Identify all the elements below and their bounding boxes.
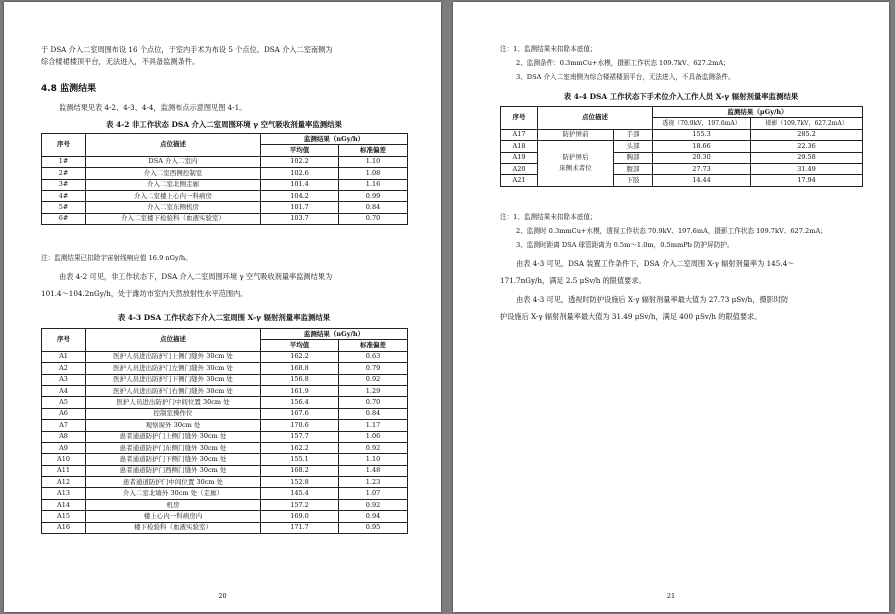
conclusion-line: 171.7nGy/h，满足 2.5 μSv/h 的限值要求。 (500, 276, 646, 285)
table-4-3 (41, 328, 408, 534)
table-row (42, 522, 408, 533)
cell-std: 0.92 (339, 374, 408, 385)
page-number: 21 (666, 592, 676, 600)
table-row (42, 374, 408, 385)
cell-photo: 285.2 (751, 129, 863, 140)
table-row (42, 179, 408, 190)
cell-no: 6# (42, 213, 86, 224)
col-header-desc: 点位描述 (86, 134, 261, 157)
cell-no: A7 (42, 420, 86, 431)
cell-avg: 157.7 (261, 431, 339, 442)
document-page-left (4, 2, 441, 612)
cell-desc: 医护人员进出防护门左侧门缝外 30cm 处 (86, 363, 261, 374)
col-header-result: 监测结果（nGy/h） (261, 134, 408, 145)
cell-photo: 22.36 (751, 141, 863, 152)
cell-no: A12 (42, 477, 86, 488)
paragraph-line: 综合楼裙楼顶平台，无法进入，不具备监测条件。 (41, 57, 200, 66)
cell-no: A2 (42, 363, 86, 374)
cell-desc: 患者通道防护门中间位置 30cm 处 (86, 477, 261, 488)
table-row (501, 129, 863, 140)
cell-no: A4 (42, 385, 86, 396)
col-header-no: 序号 (42, 134, 86, 157)
table-4-4-caption: 表 4-4 DSA 工作状态下手术位介入工作人员 X-γ 辐射剂量率监测结果 (563, 92, 799, 101)
col-header-no: 序号 (501, 107, 538, 130)
cell-desc: 介入二室西侧控制室 (86, 168, 261, 179)
cell-no: A18 (501, 141, 538, 152)
cell-no: A3 (42, 374, 86, 385)
col-header-std: 标准偏差 (339, 145, 408, 156)
cell-std: 0.63 (339, 351, 408, 362)
cell-avg: 168.8 (261, 363, 339, 374)
cell-no: A9 (42, 442, 86, 453)
section-heading: 4.8 监测结果 (41, 84, 97, 94)
cell-avg: 171.7 (261, 522, 339, 533)
table-row (42, 351, 408, 362)
table-row (42, 499, 408, 510)
document-page-right (453, 2, 889, 612)
cell-no: A15 (42, 511, 86, 522)
cell-avg: 103.7 (261, 213, 339, 224)
cell-no: A14 (42, 499, 86, 510)
cell-fluoro: 18.66 (653, 141, 751, 152)
cell-avg: 101.4 (261, 179, 339, 190)
cell-std: 1.07 (339, 488, 408, 499)
cell-desc: 介入二室北侧走廊 (86, 179, 261, 190)
cell-no: A13 (42, 488, 86, 499)
col-header-std: 标准偏差 (339, 340, 408, 351)
cell-std: 1.48 (339, 465, 408, 476)
cell-avg: 157.2 (261, 499, 339, 510)
cell-avg: 162.2 (261, 442, 339, 453)
cell-std: 0.70 (339, 397, 408, 408)
cell-std: 0.70 (339, 213, 408, 224)
cell-no: 4# (42, 190, 86, 201)
cell-desc: 患者通道防护门上侧门缝外 30cm 处 (86, 431, 261, 442)
cell-desc: 患者通道防护门西侧门缝外 30cm 处 (86, 465, 261, 476)
table-row (42, 385, 408, 396)
cell-std: 1.29 (339, 385, 408, 396)
result-paragraph-line: 101.4～104.2nGy/h，处于潍坊市室内天然放射性水平范围内。 (41, 289, 248, 298)
cell-part: 腹部 (614, 163, 653, 174)
cell-avg: 102.6 (261, 168, 339, 179)
cell-std: 0.79 (339, 363, 408, 374)
col-header-desc: 点位描述 (86, 329, 261, 352)
cell-desc: 介入二室北墙外 30cm 处（走廊） (86, 488, 261, 499)
cell-photo: 17.94 (751, 175, 863, 186)
cell-desc: 楼上心内一科病房内 (86, 511, 261, 522)
cell-desc: 观察窗外 30cm 处 (86, 420, 261, 431)
cell-photo: 29.58 (751, 152, 863, 163)
cell-no: A6 (42, 408, 86, 419)
table-row (42, 488, 408, 499)
conclusion-line: 由表 4-3 可见，透视时防护设施后 X-γ 辐射剂量率最大值为 27.73 μSv/h，摄影时防 (516, 295, 789, 304)
cell-no: A8 (42, 431, 86, 442)
cell-no: A19 (501, 152, 538, 163)
cell-avg: 104.2 (261, 190, 339, 201)
notes-line: 2、监测时 0.3mmCu+水模，透视工作状态 70.9kV、197.6mA，摄影工作状态 109.7kV、627.2mA； (516, 227, 827, 235)
cell-desc: DSA 介入二室内 (86, 156, 261, 167)
cell-std: 0.84 (339, 202, 408, 213)
cell-desc: 控制室操作位 (86, 408, 261, 419)
conclusion-line: 由表 4-3 可见，DSA 装置工作条件下，DSA 介入二室周围 X-γ 辐射剂量率为 145.4～ (516, 259, 795, 268)
cell-std: 1.06 (339, 431, 408, 442)
notes-line: 3、监测时距离 DSA 球管距离为 0.5m～1.0m，0.5mmPb 防护屏防护。 (516, 241, 734, 249)
cell-desc: 介入二室楼上心内一科病房 (86, 190, 261, 201)
cell-std: 1.10 (339, 156, 408, 167)
result-paragraph-line: 由表 4-2 可见，非工作状态下，DSA 介入二室周围环境 γ 空气吸收剂量率监测结果为 (59, 272, 333, 281)
cell-avg: 101.7 (261, 202, 339, 213)
cell-std: 1.10 (339, 454, 408, 465)
cell-fluoro: 27.73 (653, 163, 751, 174)
cell-no: A16 (42, 522, 86, 533)
cell-avg: 156.8 (261, 374, 339, 385)
intro-paragraph: 监测结果见表 4-2、4-3、4-4，监测布点示意图见图 4-1。 (59, 103, 247, 112)
col-header-no: 序号 (42, 329, 86, 352)
cell-avg: 169.0 (261, 511, 339, 522)
col-header-desc: 点位描述 (538, 107, 653, 130)
cell-desc: 医护人员进出防护门下侧门缝外 30cm 处 (86, 374, 261, 385)
col-header-result: 监测结果（μGy/h） (653, 107, 863, 118)
cell-fluoro: 155.3 (653, 129, 751, 140)
cell-fluoro: 14.44 (653, 175, 751, 186)
notes-line: 2、监测条件：0.3mmCu+水模，摄影工作状态 109.7kV、627.2mA； (516, 59, 730, 67)
cell-avg: 102.2 (261, 156, 339, 167)
cell-group: 防护屏前 (538, 129, 614, 140)
cell-fluoro: 20.30 (653, 152, 751, 163)
table-row (42, 156, 408, 167)
cell-avg: 161.9 (261, 385, 339, 396)
cell-no: 1# (42, 156, 86, 167)
table-row (42, 420, 408, 431)
col-header-avg: 平均值 (261, 340, 339, 351)
cell-part: 手部 (614, 129, 653, 140)
table-row (42, 511, 408, 522)
cell-desc: 患者通道防护门下侧门缝外 30cm 处 (86, 454, 261, 465)
cell-no: A5 (42, 397, 86, 408)
cell-photo: 31.49 (751, 163, 863, 174)
table-4-2-caption: 表 4-2 非工作状态 DSA 介入二室周围环境 γ 空气吸收剂量率监测结果 (106, 120, 342, 129)
table-row (42, 363, 408, 374)
table-4-3-caption: 表 4-3 DSA 工作状态下介入二室周围 X-γ 辐射剂量率监测结果 (117, 313, 331, 322)
table-row (42, 442, 408, 453)
table-4-4 (500, 106, 863, 187)
table-4-2 (41, 133, 408, 225)
cell-avg: 152.8 (261, 477, 339, 488)
cell-std: 1.17 (339, 420, 408, 431)
cell-avg: 145.4 (261, 488, 339, 499)
table-row (42, 431, 408, 442)
table-row (42, 168, 408, 179)
cell-part: 头部 (614, 141, 653, 152)
cell-part: 胸部 (614, 152, 653, 163)
table-row (42, 408, 408, 419)
cell-avg: 167.6 (261, 408, 339, 419)
cell-desc: 机房 (86, 499, 261, 510)
table-row (42, 213, 408, 224)
page-number: 20 (218, 592, 227, 600)
cell-no: 5# (42, 202, 86, 213)
cell-avg: 168.2 (261, 465, 339, 476)
cell-no: A20 (501, 163, 538, 174)
table-row (501, 141, 863, 152)
cell-std: 0.94 (339, 511, 408, 522)
cell-avg: 170.6 (261, 420, 339, 431)
cell-no: A17 (501, 129, 538, 140)
cell-no: A11 (42, 465, 86, 476)
cell-std: 0.99 (339, 190, 408, 201)
cell-part: 下肢 (614, 175, 653, 186)
cell-std: 0.92 (339, 442, 408, 453)
table-row (42, 190, 408, 201)
cell-no: A1 (42, 351, 86, 362)
col-header-result: 监测结果（nGy/h） (261, 329, 408, 340)
table-4-2-note: 注：监测结果已扣除宇宙射线响应值 16.9 nGy/h。 (41, 254, 192, 262)
table-row (42, 465, 408, 476)
notes-line: 3、DSA 介入二室南侧为综合楼裙楼顶平台，无法进入，不具备监测条件。 (516, 73, 735, 81)
paragraph-line: 于 DSA 介入二室周围布设 16 个点位，于室内手术为布设 5 个点位。DSA 介入二室南侧为 (41, 45, 333, 54)
cell-avg: 155.1 (261, 454, 339, 465)
table-row (42, 454, 408, 465)
cell-no: A21 (501, 175, 538, 186)
col-header-photo: 摄影（109.7kV，627.2mA） (751, 118, 863, 129)
cell-desc: 医护人员进出防护门上侧门缝外 30cm 处 (86, 351, 261, 362)
notes-line: 注：1、监测结果未扣除本底值； (500, 213, 597, 221)
cell-avg: 156.4 (261, 397, 339, 408)
cell-desc: 介入二室楼下检验科（血液实验室） (86, 213, 261, 224)
cell-std: 1.23 (339, 477, 408, 488)
cell-std: 1.08 (339, 168, 408, 179)
cell-avg: 162.2 (261, 351, 339, 362)
cell-group: 防护屏后 床侧术者位 (538, 141, 614, 187)
col-header-fluoro: 透视（70.9kV，197.6mA） (653, 118, 751, 129)
col-header-avg: 平均值 (261, 145, 339, 156)
cell-std: 0.95 (339, 522, 408, 533)
table-row (42, 202, 408, 213)
cell-no: 2# (42, 168, 86, 179)
cell-no: A10 (42, 454, 86, 465)
cell-desc: 介入二室东侧机房 (86, 202, 261, 213)
cell-desc: 患者通道防护门东侧门缝外 30cm 处 (86, 442, 261, 453)
table-row (42, 397, 408, 408)
cell-desc: 医护人员进出防护门中间位置 30cm 处 (86, 397, 261, 408)
conclusion-line: 护设施后 X-γ 辐射剂量率最大值为 31.49 μSv/h，满足 400 μSv/h 的限值要求。 (500, 312, 762, 321)
notes-line: 注：1、监测结果未扣除本底值； (500, 45, 597, 53)
cell-no: 3# (42, 179, 86, 190)
cell-std: 1.16 (339, 179, 408, 190)
cell-desc: 医护人员进出防护门右侧门缝外 30cm 处 (86, 385, 261, 396)
cell-std: 0.92 (339, 499, 408, 510)
table-row (42, 477, 408, 488)
cell-desc: 楼下检验科（血液实验室） (86, 522, 261, 533)
cell-std: 0.84 (339, 408, 408, 419)
